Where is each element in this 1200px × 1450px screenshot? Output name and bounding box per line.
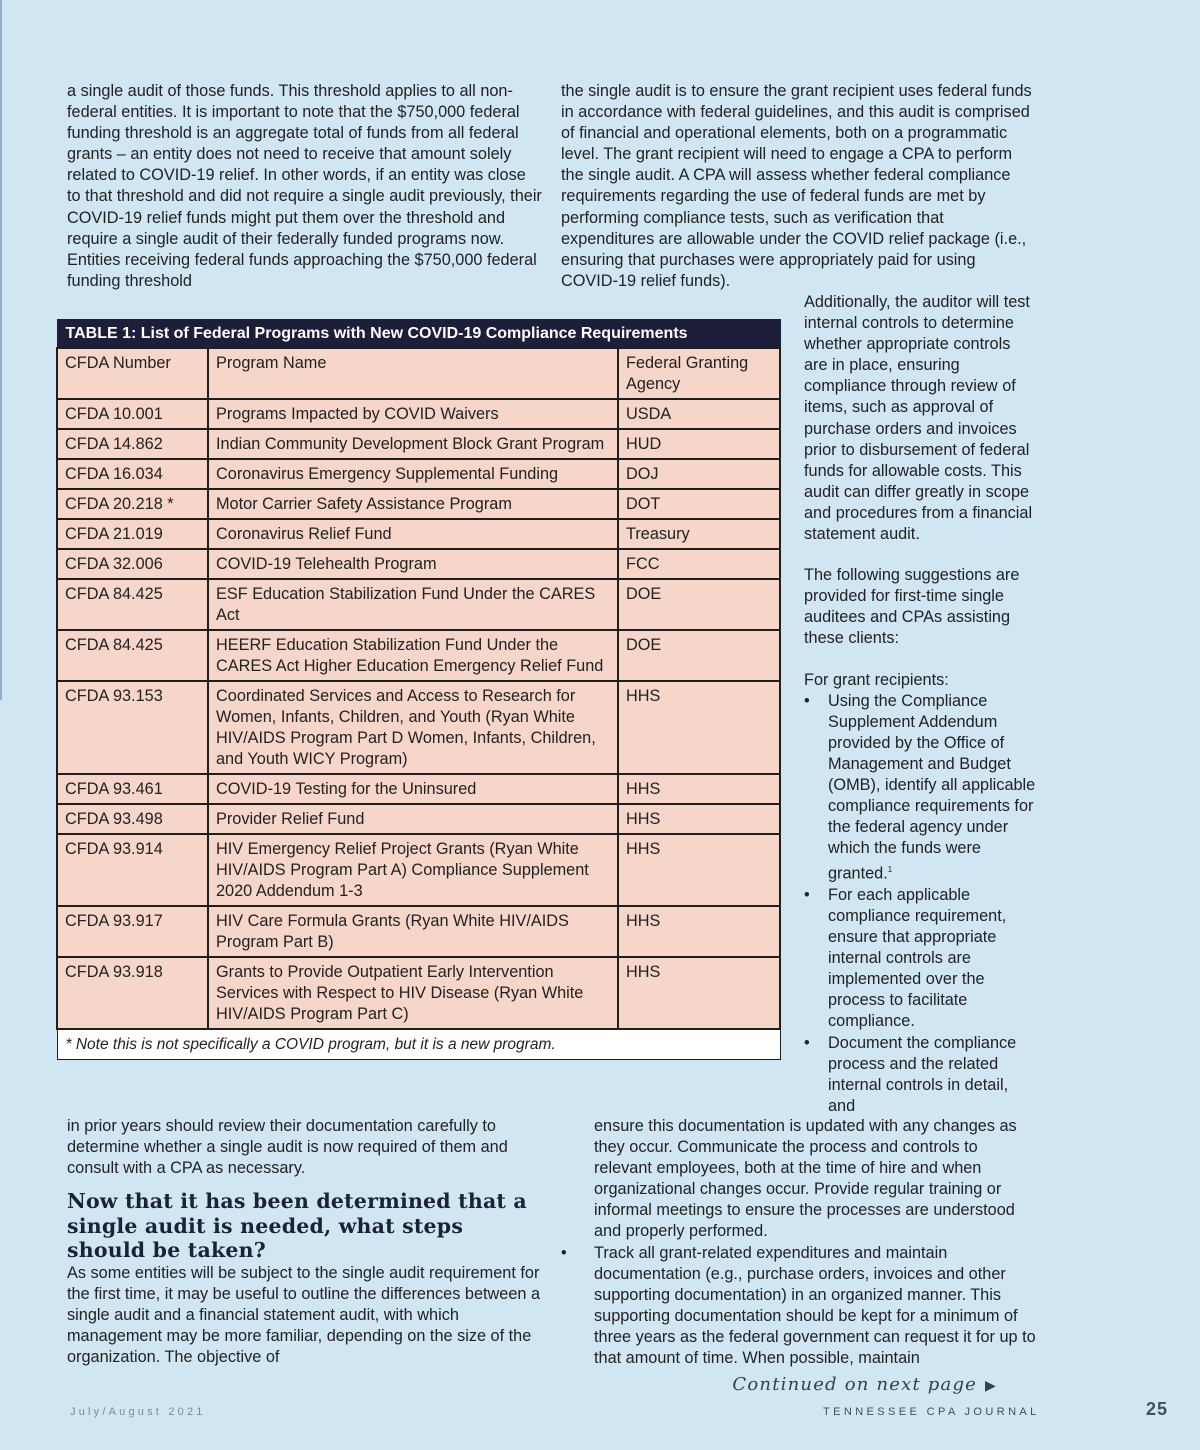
program-name-cell: HIV Care Formula Grants (Ryan White HIV/AIDS Program Part B) bbox=[208, 906, 618, 957]
agency-cell: HHS bbox=[618, 804, 780, 834]
table-row bbox=[57, 459, 780, 489]
program-name-cell: Programs Impacted by COVID Waivers bbox=[208, 399, 618, 429]
table-row bbox=[57, 429, 780, 459]
footer-issue-date: July/August 2021 bbox=[70, 1406, 206, 1418]
table-row bbox=[57, 489, 780, 519]
paragraph: a single audit of those funds. This threshold applies to all non-federal entities. It is important to note that the $750,000 federal funding threshold is an aggregate total of funds from all federal grants – an entity does not need to receive that amount solely related to COVID-19 relief. In other words, if an entity was close to that threshold and did not require a single audit previously, their COVID-19 relief funds might put them over the threshold and require a single audit of their federally funded programs now. Entities receiving federal funds approaching the $750,000 federal funding threshold bbox=[67, 82, 542, 290]
continued-on-next-page bbox=[732, 1374, 997, 1395]
column-header: Federal Granting Agency bbox=[618, 348, 780, 399]
list-item-text: For each applicable compliance requirement, ensure that appropriate internal controls are implemented over the process to facilitate compliance. bbox=[828, 885, 1007, 1031]
table-note-row bbox=[57, 1029, 780, 1060]
text-column-top-left bbox=[67, 81, 542, 292]
paragraph: For grant recipients: bbox=[804, 670, 949, 689]
cfda-number-cell: CFDA 93.914 bbox=[57, 834, 208, 906]
table-header-row bbox=[57, 348, 780, 399]
column-header: CFDA Number bbox=[57, 348, 208, 399]
cfda-number-cell: CFDA 84.425 bbox=[57, 630, 208, 681]
cfda-number-cell: CFDA 84.425 bbox=[57, 579, 208, 630]
program-name-cell: Provider Relief Fund bbox=[208, 804, 618, 834]
program-name-cell: COVID-19 Telehealth Program bbox=[208, 549, 618, 579]
agency-cell: HHS bbox=[618, 906, 780, 957]
list-item-text: Using the Compliance Supplement Addendum provided by the Office of Management and Budget (OMB), identify all applicable compliance requirements for the federal agency under which the funds were granted. bbox=[828, 691, 1036, 883]
list-item bbox=[804, 885, 1036, 1033]
play-arrow-icon: ▶ bbox=[985, 1378, 997, 1394]
cfda-number-cell: CFDA 93.498 bbox=[57, 804, 208, 834]
table-row bbox=[57, 957, 780, 1029]
list-item bbox=[804, 691, 1036, 885]
text-column-bottom-right bbox=[561, 1116, 1036, 1369]
agency-cell: FCC bbox=[618, 549, 780, 579]
text-column-top-right bbox=[561, 81, 1036, 292]
cfda-number-cell: CFDA 93.153 bbox=[57, 681, 208, 774]
agency-cell: HUD bbox=[618, 429, 780, 459]
agency-cell: HHS bbox=[618, 681, 780, 774]
list-item-text: Document the compliance process and the related internal controls in detail, and bbox=[828, 1033, 1017, 1115]
agency-cell: Treasury bbox=[618, 519, 780, 549]
bullet-icon: • bbox=[804, 691, 810, 710]
table-row bbox=[57, 804, 780, 834]
table-row bbox=[57, 519, 780, 549]
paragraph: ensure this documentation is updated with any changes as they occur. Communicate the process and controls to relevant employees, both at the time of hire and when organizational changes occur. Provide regular training or informal meetings to ensure the processes are understood and properly performed. bbox=[594, 1117, 1017, 1241]
table-row bbox=[57, 834, 780, 906]
table-row bbox=[57, 774, 780, 804]
cfda-number-cell: CFDA 10.001 bbox=[57, 399, 208, 429]
list-item-text: Track all grant-related expenditures and maintain documentation (e.g., purchase orders, invoices and other supporting documentation) in an organized manner. This supporting documentation should be kept for a minimum of three years as the federal government can request it for up to that amount of time. When possible, maintain bbox=[594, 1243, 1036, 1368]
cfda-number-cell: CFDA 93.918 bbox=[57, 957, 208, 1029]
table-row bbox=[57, 906, 780, 957]
text-column-sidebar bbox=[804, 292, 1036, 1117]
bullet-icon: • bbox=[804, 885, 810, 904]
agency-cell: DOE bbox=[618, 579, 780, 630]
paragraph: As some entities will be subject to the single audit requirement for the first time, it may be useful to outline the differences between a single audit and a financial statement audit, with which management may be more familiar, depending on the size of the organization. The objective of bbox=[67, 1263, 541, 1367]
table-row bbox=[57, 579, 780, 630]
column-header: Program Name bbox=[208, 348, 618, 399]
program-name-cell: Coordinated Services and Access to Research for Women, Infants, Children, and Youth (Ryan White HIV/AIDS Program Part D Women, Infants, Children, and Youth WICY Program) bbox=[208, 681, 618, 774]
paragraph: in prior years should review their documentation carefully to determine whether a single audit is now required of them and consult with a CPA as necessary. bbox=[67, 1117, 508, 1178]
agency-cell: DOJ bbox=[618, 459, 780, 489]
agency-cell: HHS bbox=[618, 957, 780, 1029]
list-item bbox=[561, 1243, 1036, 1370]
page-edge-rule bbox=[0, 0, 2, 700]
cfda-number-cell: CFDA 93.461 bbox=[57, 774, 208, 804]
program-name-cell: COVID-19 Testing for the Uninsured bbox=[208, 774, 618, 804]
list-item bbox=[804, 1033, 1036, 1117]
agency-cell: DOT bbox=[618, 489, 780, 519]
cfda-number-cell: CFDA 20.218 * bbox=[57, 489, 208, 519]
cfda-number-cell: CFDA 14.862 bbox=[57, 429, 208, 459]
table-row bbox=[57, 630, 780, 681]
table-row bbox=[57, 681, 780, 774]
agency-cell: HHS bbox=[618, 774, 780, 804]
program-name-cell: Motor Carrier Safety Assistance Program bbox=[208, 489, 618, 519]
program-name-cell: HEERF Education Stabilization Fund Under the CARES Act Higher Education Emergency Relief Fund bbox=[208, 630, 618, 681]
section-heading: Now that it has been determined that a single audit is needed, what steps should be taken? bbox=[67, 1189, 527, 1263]
federal-programs-table bbox=[56, 319, 781, 1060]
footnote-marker: 1 bbox=[887, 865, 893, 875]
paragraph: the single audit is to ensure the grant recipient uses federal funds in accordance with federal guidelines, and this audit is comprised of financial and operational elements, both on a programmatic level. The grant recipient will need to engage a CPA to perform the single audit. A CPA will assess whether federal compliance requirements regarding the use of federal funds are met by performing compliance tests, such as verification that expenditures are allowable under the COVID relief package (i.e., ensuring that purchases were appropriately paid for using COVID-19 relief funds). bbox=[561, 82, 1032, 290]
cfda-number-cell: CFDA 16.034 bbox=[57, 459, 208, 489]
table-note: * Note this is not specifically a COVID program, but it is a new program. bbox=[57, 1029, 780, 1060]
page-number: 25 bbox=[1146, 1399, 1169, 1419]
footer-journal-name: TENNESSEE CPA JOURNAL bbox=[823, 1406, 1040, 1418]
cfda-number-cell: CFDA 93.917 bbox=[57, 906, 208, 957]
program-name-cell: HIV Emergency Relief Project Grants (Ryan White HIV/AIDS Program Part A) Compliance Supplement 2020 Addendum 1-3 bbox=[208, 834, 618, 906]
table-row bbox=[57, 549, 780, 579]
program-name-cell: Indian Community Development Block Grant Program bbox=[208, 429, 618, 459]
program-name-cell: Coronavirus Emergency Supplemental Funding bbox=[208, 459, 618, 489]
program-name-cell: Grants to Provide Outpatient Early Intervention Services with Respect to HIV Disease (Ryan White HIV/AIDS Program Part C) bbox=[208, 957, 618, 1029]
table-caption: TABLE 1: List of Federal Programs with New COVID-19 Compliance Requirements bbox=[57, 320, 780, 349]
program-name-cell: ESF Education Stabilization Fund Under the CARES Act bbox=[208, 579, 618, 630]
paragraph: The following suggestions are provided for first-time single auditees and CPAs assisting these clients: bbox=[804, 566, 1020, 648]
table-row bbox=[57, 399, 780, 429]
agency-cell: HHS bbox=[618, 834, 780, 906]
agency-cell: USDA bbox=[618, 399, 780, 429]
paragraph: Additionally, the auditor will test internal controls to determine whether appropriate controls are in place, ensuring compliance through review of items, such as approval of purchase orders and invoices prior to disbursement of federal funds for allowable costs. This audit can differ greatly in scope and procedures from a financial statement audit. bbox=[804, 293, 1033, 544]
text-column-bottom-left bbox=[67, 1116, 542, 1368]
bullet-icon: • bbox=[804, 1033, 810, 1052]
cfda-number-cell: CFDA 32.006 bbox=[57, 549, 208, 579]
continued-label: Continued on next page bbox=[732, 1374, 978, 1395]
cfda-number-cell: CFDA 21.019 bbox=[57, 519, 208, 549]
program-name-cell: Coronavirus Relief Fund bbox=[208, 519, 618, 549]
agency-cell: DOE bbox=[618, 630, 780, 681]
bullet-icon: • bbox=[561, 1243, 567, 1262]
